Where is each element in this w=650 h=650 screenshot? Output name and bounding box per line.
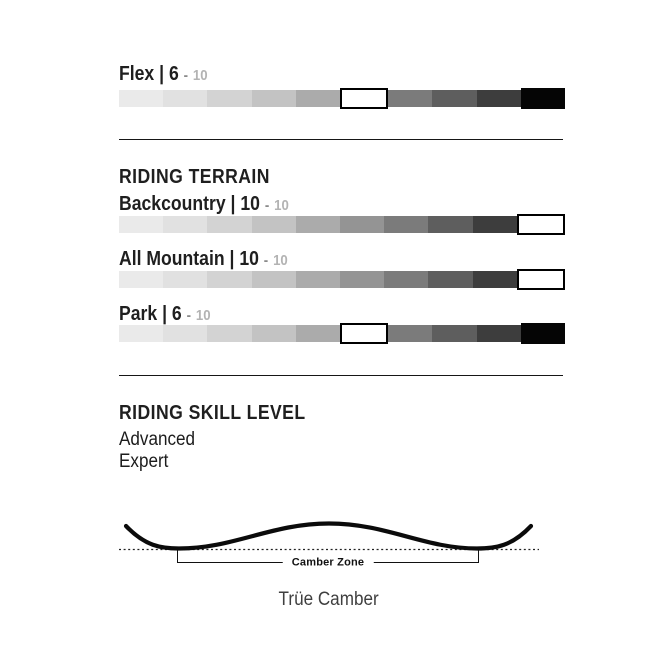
rating-segment-4 [252, 90, 296, 107]
rating-segment-4 [252, 271, 296, 288]
rating-segment-1 [119, 90, 163, 107]
rating-segment-7 [384, 271, 428, 288]
backcountry-rating-bar [119, 214, 565, 235]
label-separator: | [229, 248, 235, 270]
rating-segment-10 [521, 88, 565, 109]
rating-segment-2 [163, 271, 207, 288]
riding-skill-heading: RIDING SKILL LEVEL [119, 402, 306, 424]
riding-terrain-heading: RIDING TERRAIN [119, 166, 270, 188]
label-separator: | [230, 193, 236, 215]
rating-segment-5 [296, 90, 340, 107]
range-dash: - [264, 197, 270, 214]
rating-segment-7 [388, 90, 432, 107]
rating-segment-7 [384, 216, 428, 233]
camber-type-caption: Trüe Camber [278, 589, 380, 610]
rating-segment-6 [340, 216, 384, 233]
rating-segment-3 [207, 216, 251, 233]
rating-segment-10-selected [517, 214, 565, 235]
backcountry-label-text: Backcountry [119, 193, 226, 215]
camber-zone-label: Camber Zone [283, 557, 374, 569]
all-mountain-label-text: All Mountain [119, 248, 225, 270]
section-divider [119, 375, 563, 376]
rating-segment-7 [388, 325, 432, 342]
rating-segment-9 [473, 271, 517, 288]
rating-segment-2 [163, 325, 207, 342]
range-dash: - [263, 252, 269, 269]
rating-segment-3 [207, 90, 251, 107]
spec-content [119, 0, 565, 650]
rating-segment-9 [477, 325, 521, 342]
rating-segment-6-selected [340, 323, 388, 344]
rating-segment-1 [119, 325, 163, 342]
park-label-text: Park [119, 303, 158, 325]
range-max: 10 [195, 307, 211, 324]
park-rating-bar [119, 323, 565, 344]
rating-segment-6 [340, 271, 384, 288]
rating-segment-10-selected [517, 269, 565, 290]
rating-segment-4 [252, 325, 296, 342]
label-separator: | [162, 303, 168, 325]
rating-segment-3 [207, 325, 251, 342]
rating-segment-1 [119, 271, 163, 288]
range-max: 10 [273, 252, 288, 269]
range-dash: - [186, 307, 191, 324]
label-separator: | [159, 63, 165, 85]
rating-segment-3 [207, 271, 251, 288]
flex-rating-bar [119, 88, 565, 109]
rating-segment-8 [432, 90, 476, 107]
flex-rating-label [119, 63, 220, 87]
camber-profile-curve [126, 524, 531, 549]
backcountry-value: 10 [240, 193, 260, 215]
rating-segment-9 [473, 216, 517, 233]
skill-level-expert: Expert [119, 451, 169, 472]
rating-segment-5 [296, 325, 340, 342]
rating-segment-8 [432, 325, 476, 342]
camber-profile-figure [119, 505, 565, 625]
rating-segment-10 [521, 323, 565, 344]
camber-zone-bracket [177, 550, 479, 569]
rating-segment-1 [119, 216, 163, 233]
skill-level-advanced: Advanced [119, 429, 196, 450]
all-mountain-rating-bar [119, 269, 565, 290]
rating-segment-5 [296, 216, 340, 233]
rating-segment-5 [296, 271, 340, 288]
rating-segment-2 [163, 216, 207, 233]
range-dash: - [183, 67, 189, 84]
section-divider [119, 139, 563, 140]
range-max: 10 [192, 67, 208, 84]
rating-segment-8 [428, 271, 472, 288]
flex-label-text: Flex [119, 63, 155, 85]
rating-segment-4 [252, 216, 296, 233]
rating-segment-6-selected [340, 88, 388, 109]
range-max: 10 [274, 197, 289, 214]
rating-segment-2 [163, 90, 207, 107]
flex-value: 6 [168, 63, 179, 85]
rating-segment-8 [428, 216, 472, 233]
all-mountain-value: 10 [239, 248, 259, 270]
rating-segment-9 [477, 90, 521, 107]
park-value: 6 [171, 303, 182, 325]
